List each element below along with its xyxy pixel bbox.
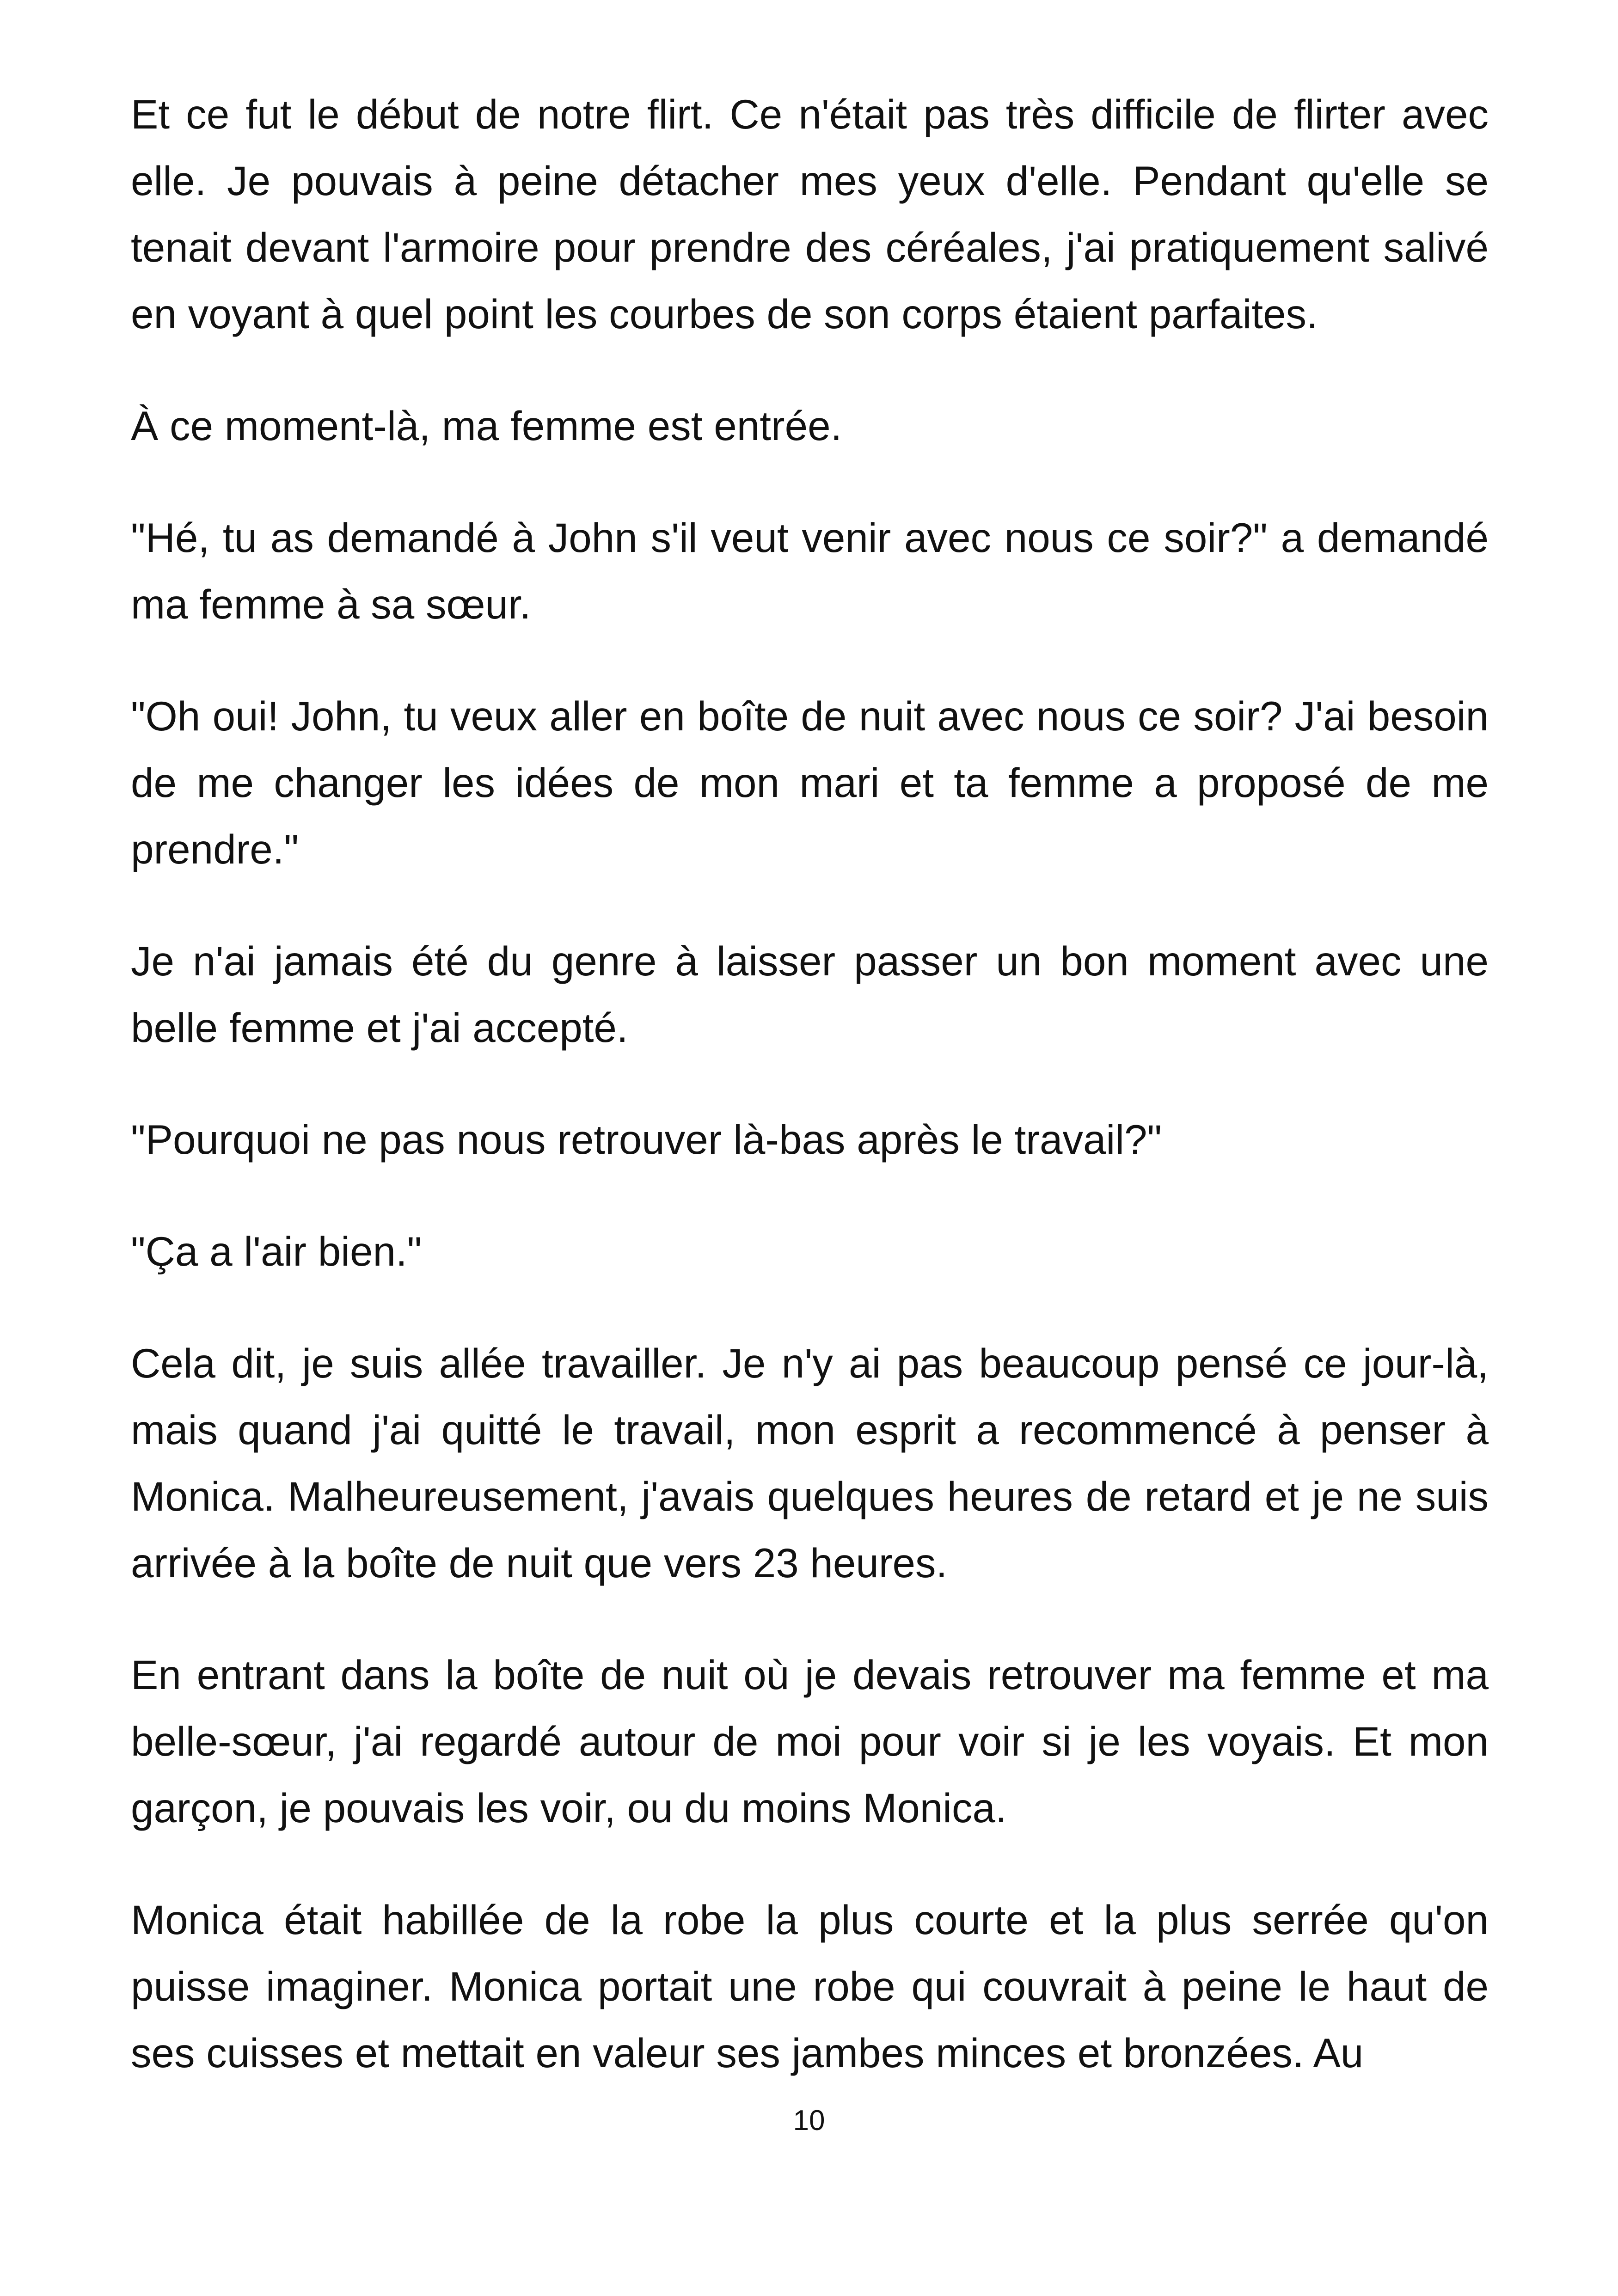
paragraph-8: Cela dit, je suis allée travailler. Je n'y ai pas beaucoup pensé ce jour-là, mais quand j'ai quitté le travail, mon esprit a recommencé à penser à Monica. Malheureusement, j'avais quelques heures de retard et je ne suis arrivée à la boîte de nuit que vers 23 heures. bbox=[131, 1340, 1489, 1586]
paragraph-10: Monica était habillée de la robe la plus courte et la plus serrée qu'on puisse imaginer. Monica portait une robe qui couvrait à peine le haut de ses cuisses et mettait en valeur ses jambes minces et bronzées. Au bbox=[131, 1897, 1489, 2076]
paragraph-1: Et ce fut le début de notre flirt. Ce n'était pas très difficile de flirter avec elle. Je pouvais à peine détacher mes yeux d'elle. Pendant qu'elle se tenait devant l'armoire pour prendre des céréales, j'ai pratiquement salivé en voyant à quel point les courbes de son corps étaient parfaites. bbox=[131, 91, 1489, 337]
paragraph-5: Je n'ai jamais été du genre à laisser passer un bon moment avec une belle femme et j'ai accepté. bbox=[131, 938, 1489, 1051]
paragraph-6: "Pourquoi ne pas nous retrouver là-bas après le travail?" bbox=[131, 1116, 1162, 1163]
body-text bbox=[131, 81, 1489, 2131]
paragraph-3: "Hé, tu as demandé à John s'il veut venir avec nous ce soir?" a demandé ma femme à sa sœur. bbox=[131, 514, 1489, 627]
paragraph-2: À ce moment-là, ma femme est entrée. bbox=[131, 403, 842, 449]
page-number: 10 bbox=[793, 2105, 825, 2137]
paragraph-4: "Oh oui! John, tu veux aller en boîte de nuit avec nous ce soir? J'ai besoin de me changer les idées de mon mari et ta femme a proposé de me prendre." bbox=[131, 693, 1489, 872]
paragraph-7: "Ça a l'air bien." bbox=[131, 1228, 422, 1274]
paragraph-9: En entrant dans la boîte de nuit où je devais retrouver ma femme et ma belle-sœur, j'ai regardé autour de moi pour voir si je les voyais. Et mon garçon, je pouvais les voir, ou du moins Monica. bbox=[131, 1652, 1489, 1831]
